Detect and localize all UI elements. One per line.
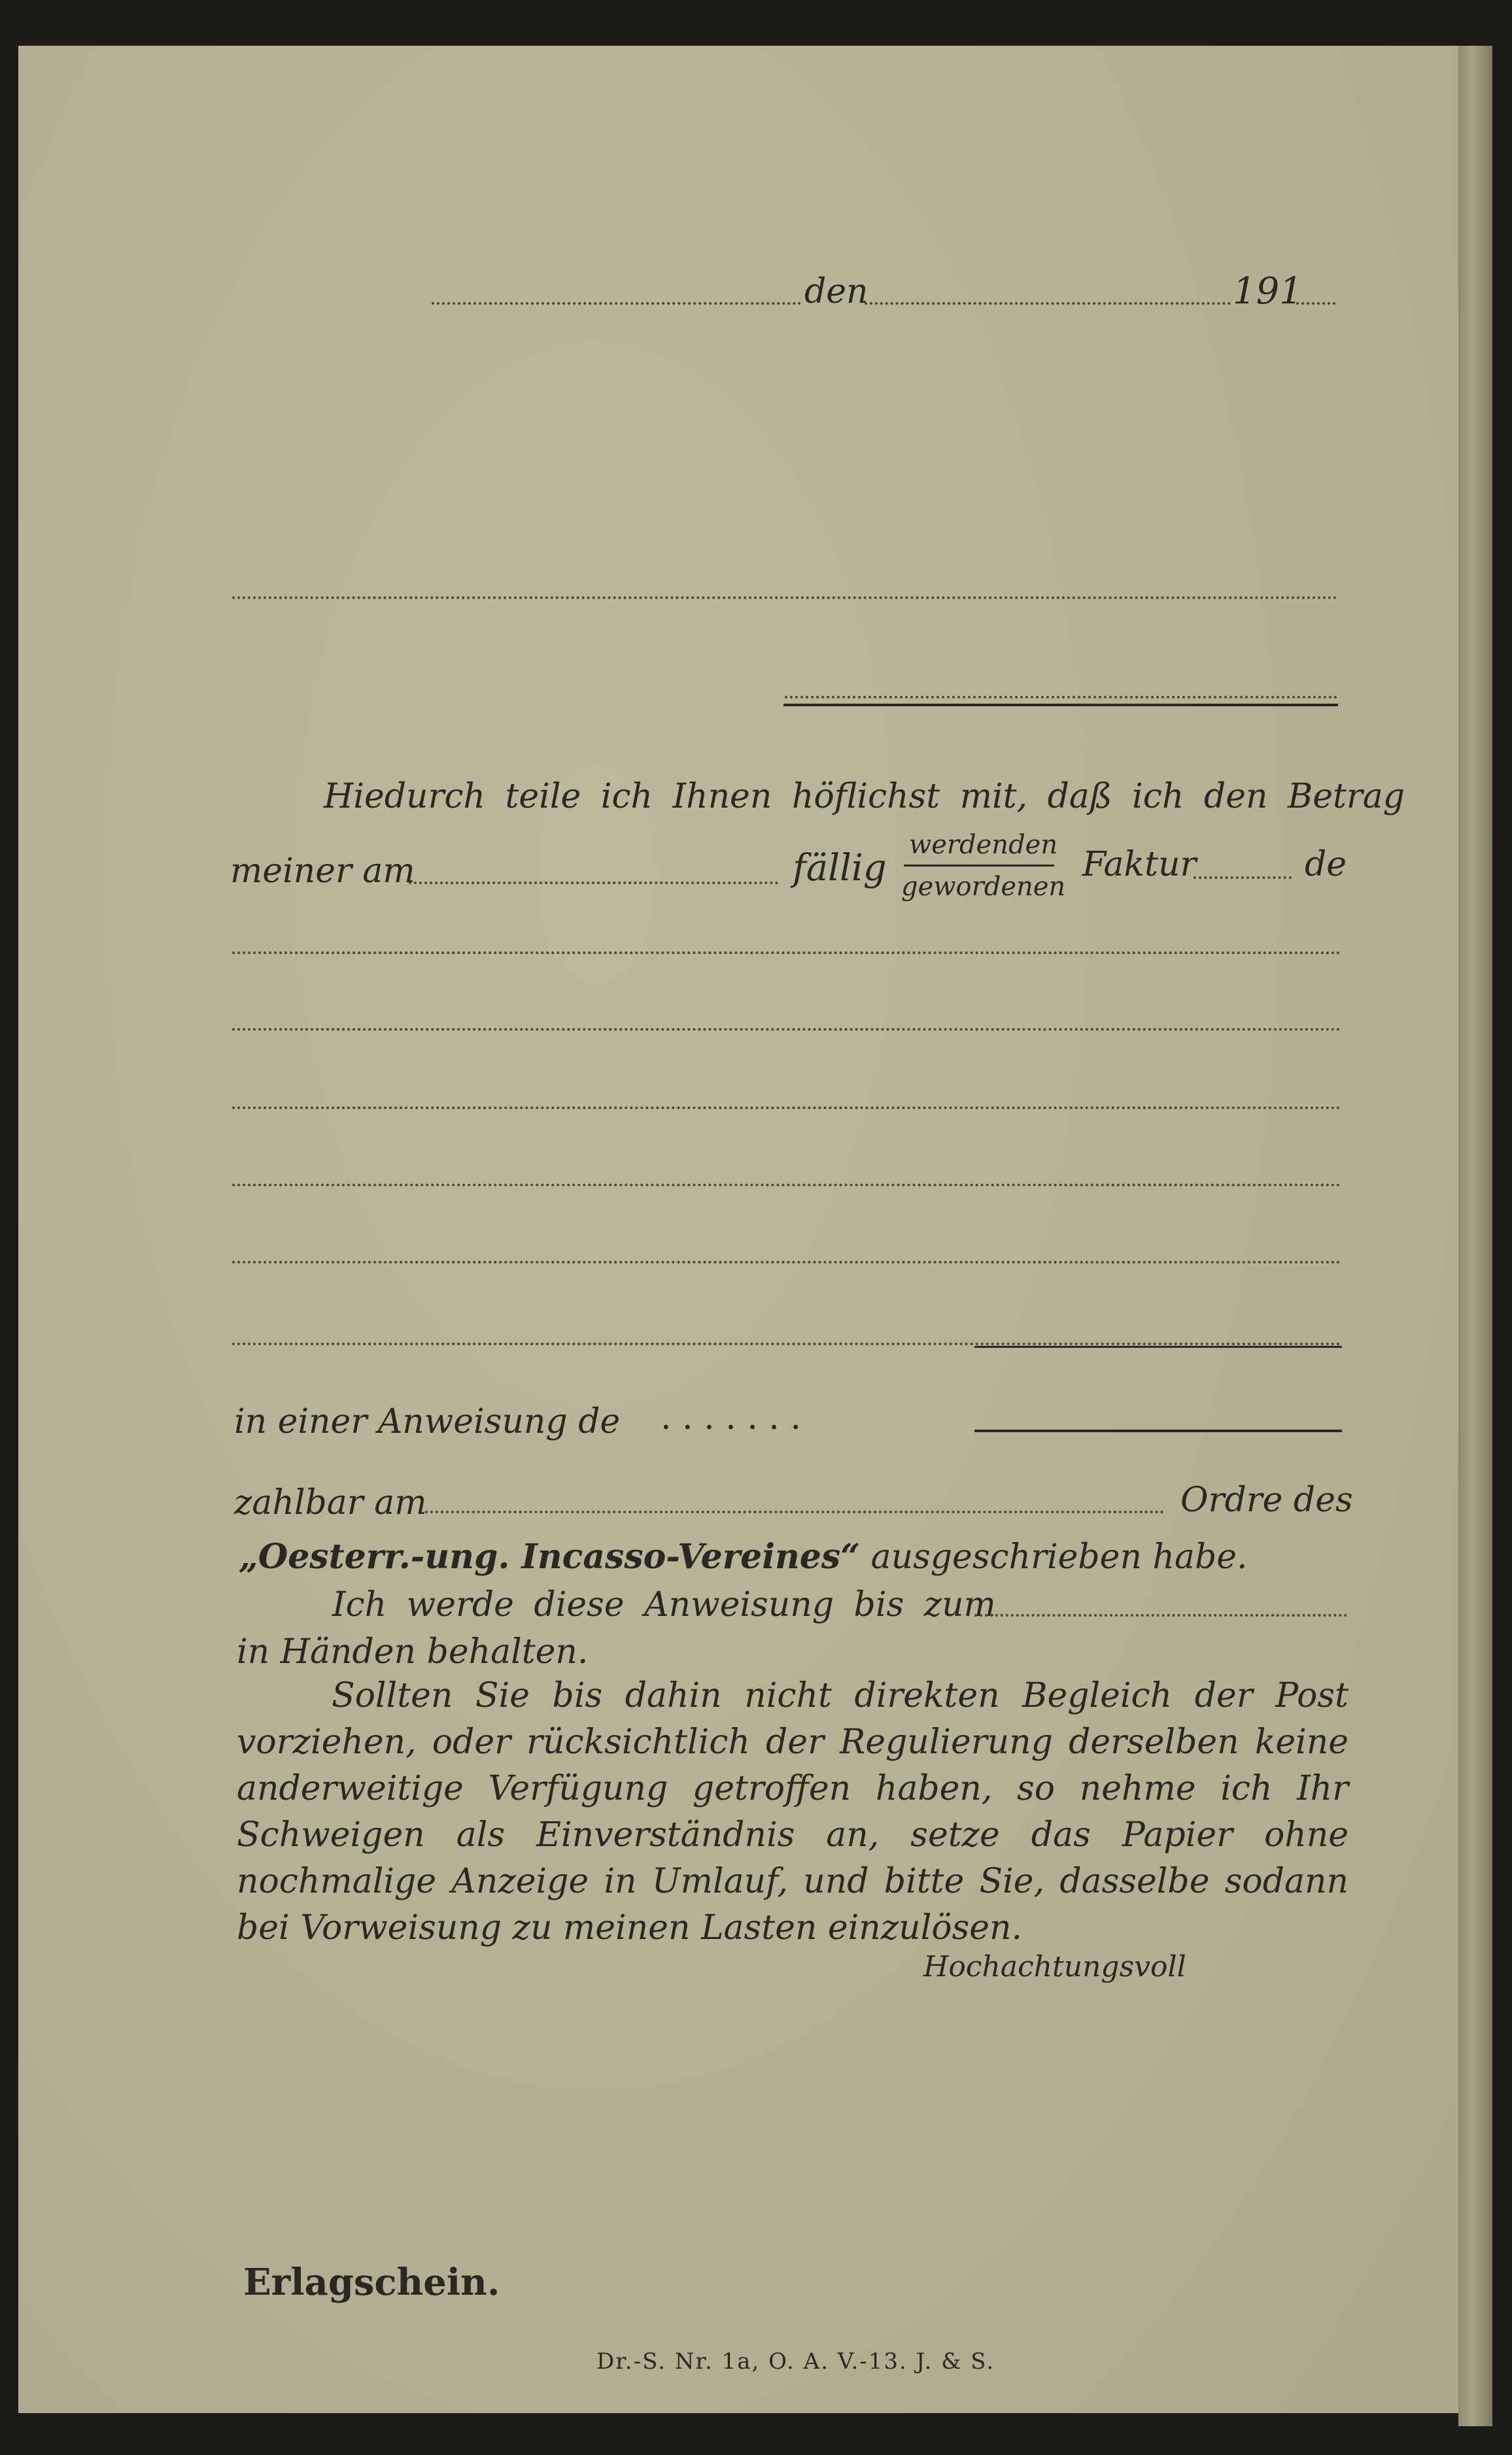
intro-text: Hiedurch teile ich Ihnen höflichst mit, daß ich den Betrag — [324, 777, 1405, 816]
year-field[interactable] — [1296, 302, 1335, 305]
form-title: Erlagschein. — [243, 2261, 500, 2304]
terms-text: Sollten Sie bis dahin nicht direkten Begleich der Post vorziehen, oder rücksichtlich der Regulierung derselben keine anderweitige Verfügung getroffen haben, so nehme ich Ihr Schweigen als Einverständnis an, setze das Papier ohne nochmalige Anzeige in Umlauf, und bitte Sie, dasselbe sodann bei Vorweisung zu meinen Lasten einzulösen. — [237, 1676, 1349, 1948]
payable-date-field[interactable] — [425, 1511, 1164, 1513]
until-date-field[interactable] — [974, 1614, 1347, 1617]
anweisung-dots: . . . . . . . — [661, 1398, 801, 1437]
detail-line-3[interactable] — [232, 1107, 1341, 1109]
anweisung-label: in einer Anweisung de — [234, 1402, 621, 1441]
addressee-line-1[interactable] — [232, 596, 1337, 599]
faellig-label: fällig — [793, 847, 887, 889]
verein-line — [239, 1537, 1248, 1577]
zahlbar-label: zahlbar am — [234, 1483, 427, 1522]
addressee-line-2[interactable] — [785, 696, 1337, 698]
terms-paragraph — [237, 1673, 1349, 1951]
fraction-top: werdenden — [909, 830, 1058, 860]
fraction-bar — [904, 865, 1054, 867]
addressee-rule — [783, 704, 1338, 706]
paper-edge — [1458, 46, 1492, 2426]
closing-text: Hochachtungsvoll — [923, 1950, 1186, 1983]
printer-footer: Dr.-S. Nr. 1a, O. A. V.-13. J. & S. — [596, 2348, 995, 2375]
year-label: 191 — [1233, 270, 1303, 313]
place-field[interactable] — [432, 302, 801, 305]
detail-line-4[interactable] — [232, 1184, 1341, 1186]
ordre-label: Ordre des — [1180, 1481, 1353, 1520]
haende-text: in Händen behalten. — [237, 1632, 589, 1672]
form-paper — [18, 46, 1464, 2413]
verein-name: „Oesterr.-ung. Incasso-Vereines“ — [239, 1537, 861, 1577]
invoice-date-field[interactable] — [409, 882, 778, 884]
detail-line-2[interactable] — [232, 1028, 1341, 1031]
de-label: de — [1305, 845, 1347, 884]
fraction-bottom: gewordenen — [901, 872, 1066, 902]
verein-rest: ausgeschrieben habe. — [870, 1537, 1248, 1577]
faktur-label: Faktur — [1082, 845, 1197, 884]
meiner-am-label: meiner am — [230, 851, 415, 891]
detail-line-5[interactable] — [232, 1261, 1341, 1263]
amount-rule-top — [974, 1346, 1342, 1348]
amount-field[interactable] — [974, 1430, 1342, 1432]
detail-line-1[interactable] — [232, 952, 1341, 954]
den-label: den — [804, 272, 868, 311]
faktur-field[interactable] — [1194, 876, 1292, 879]
detail-line-6[interactable] — [232, 1343, 1341, 1345]
werde-text: Ich werde diese Anweisung bis zum — [332, 1585, 996, 1624]
date-field[interactable] — [865, 302, 1231, 305]
